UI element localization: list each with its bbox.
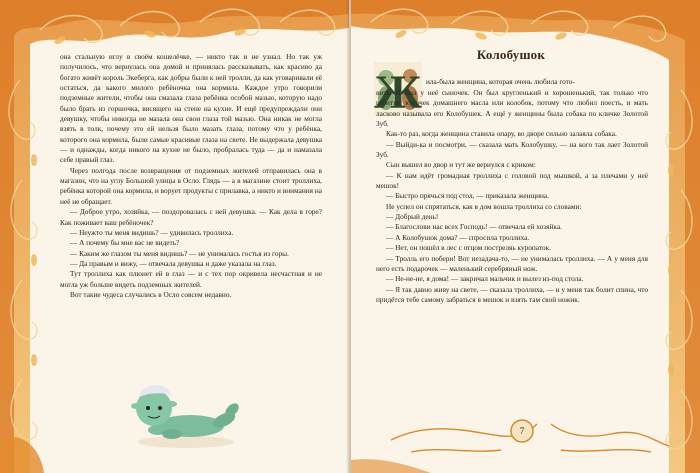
left-paragraph: она стальную иглу в своём кошелёчке, — никто так и не узнал. Но так уж получилось, что вернулась она домой и принялась рассказывать, как красиво да богато живёт король Экеберга, как добры были к ней тролли, да как уговаривали её остаться, да какого милого ребёночка она кормила. Каждое утро говорили подземные жители, чтобы она смазала глаза ребёнка особой мазью, которую надо было брать из горшочка, висящего на стене на кухне. И ещё предупреждали они девушку, чтобы никогда не мазала она свои глаза той мазью. Она никак не могла взять в толк, почему это ей нельзя было мазать глаза, потому что у ребёнка, которого она кормила, были самые красивые глаза на свете. Не выдержала девушка — и однажды, когда никого на кухне не было, пробралась туда — да и намазала себе правый глаз. — [60, 52, 322, 165]
right-paragraph: — Тролль его побери! Вот незадача-то, — не унималась троллиха. — А у меня для него есть подарочек — маленький серебряный нож. — [376, 253, 648, 273]
right-paragraph: — Не-не-не, я дома! — закричал мальчик и вылез из-под стола. — [386, 274, 584, 284]
right-page-body-text — [376, 88, 648, 305]
left-page-body-text — [60, 52, 322, 300]
left-paragraph: Через полгода после возвращения от подземных жителей отправилась она в магазин, что на углу Большой улицы в Осло. Глядь — а в магазине стоит троллиха, ребёнка которой она кормила, и ворует продукты с прилавка, а никто и внимания на неё не обращает. — [60, 165, 322, 206]
right-paragraph: — Я так давно живу на свете, — сказала троллиха, — и у меня так болит спина, что придётся тебе самому забраться в мешок и взять там свой ножик. — [376, 284, 648, 304]
right-paragraph: Не успел он спрятаться, как в дом вошла троллиха со словами: — [386, 201, 582, 211]
left-paragraph: — А почему бы мне вас не видеть? — [70, 238, 180, 248]
right-paragraph: — Нет, он пошёл в лес с отцом постреляь куропаток. — [386, 243, 551, 253]
right-paragraph: — А Колобушок дома? — спросила троллиха. — [386, 232, 530, 242]
left-paragraph: Тут троллиха как плюнет ей в глаз — и с тех пор окривела несчастная и не могла уж больше видеть подземных жителей. — [60, 269, 322, 289]
right-paragraph: — К нам идёт громадная троллиха с головой под мышкой, а за плечами у неё мешок! — [376, 170, 648, 191]
right-page-first-line: ила-была женщина, которая очень любила гото- — [426, 77, 575, 86]
left-paragraph: — Доброе утро, хозяйка, — поздоровалась с ней девушка. — Как дела в горе? Как поживает ваш ребёночек? — [60, 207, 322, 227]
left-paragraph: Вот такие чудеса случались в Осло совсем недавно. — [70, 289, 232, 299]
left-paragraph: — Каким же глазом ты меня видишь? — не унималась гостья из горы. — [70, 248, 289, 258]
dropcap-letter: Ж — [374, 66, 422, 118]
baby-troll-illustration-icon — [116, 372, 246, 452]
right-paragraph: — Быстро прячься под стол, — приказала женщина. — [386, 191, 549, 201]
left-paragraph: — Неужто ты меня видишь? — удивилась троллиха. — [70, 227, 234, 237]
page-number: 7 — [519, 426, 525, 436]
left-paragraph: — Да правым и вижу, — отвечала девушка и даже указала на глаз. — [70, 258, 277, 268]
chapter-title: Колобушок — [476, 47, 546, 62]
right-paragraph: Сын вышел во двор и тут же вернулся с криком: — [386, 160, 536, 170]
left-page — [0, 0, 349, 473]
right-paragraph: — Добрый день! — [386, 212, 439, 222]
right-paragraph: Как-то раз, когда женщина ставила опару, во дворе сильно залаяла собака. — [386, 129, 617, 139]
right-paragraph: — Выйди-ка и посмотри, — сказала мать Колобушку, — на кого так лает Золотой Зуб. — [376, 139, 648, 160]
right-first-paragraph-continuation: вить. И был у неё сыночек. Он был кругленький и хорошенький, так только что взбитый кусочек домашнего масла или колобок, потому что любил поесть, и мать ласково называла его Колобушек. А ещё у женщины была собака по кличке Золотой Зуб. — [376, 88, 648, 129]
right-paragraph: — Благослови нас всех Господь! — отвечала ей хозяйка. — [386, 222, 562, 232]
